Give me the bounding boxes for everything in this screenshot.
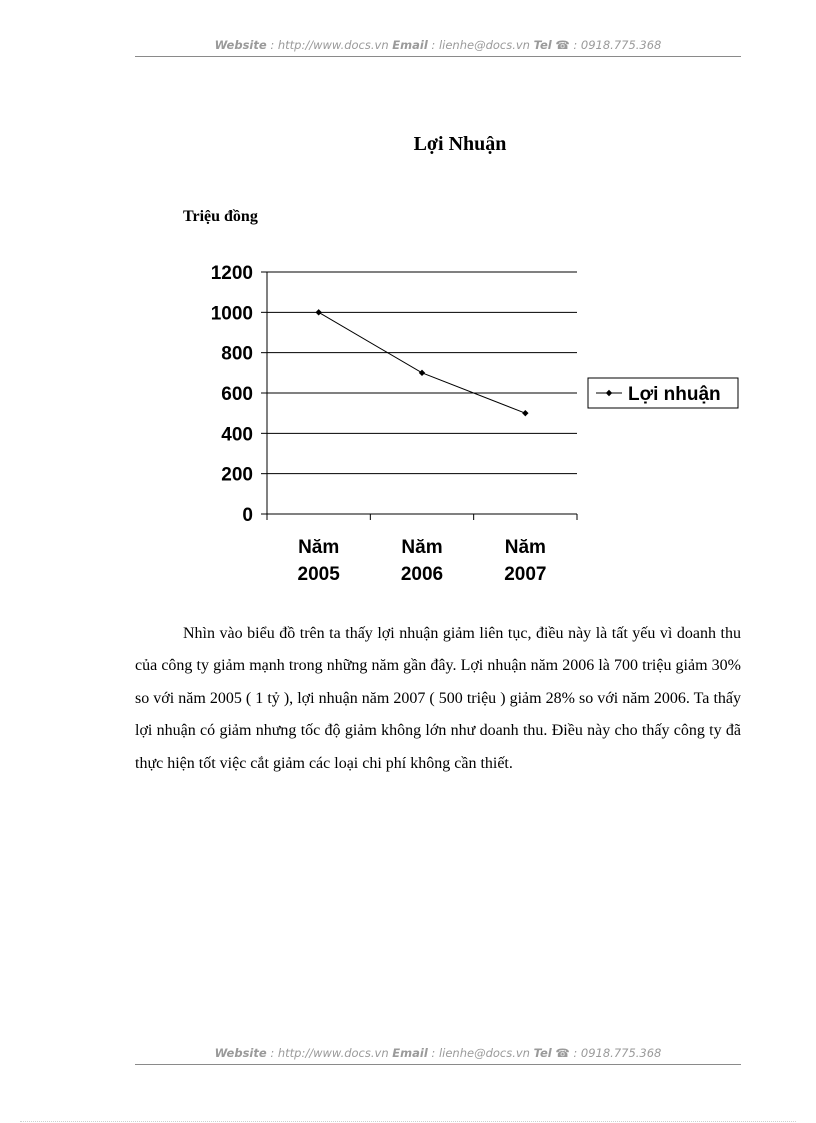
footer-tel-label: Tel [533,1046,552,1060]
page-footer [135,1046,741,1060]
header-website-label: Website [214,38,267,52]
x-tick-label: Năm [298,537,340,558]
x-tick-label: 2007 [504,564,547,585]
footer-website: : http://www.docs.vn [266,1046,393,1060]
page-edge-dots [20,1121,796,1122]
y-tick-label: 600 [221,384,253,405]
header-email-label: Email [392,38,428,52]
y-tick-label: 1200 [210,263,253,284]
chart-title: Lợi Nhuận [413,133,507,155]
x-tick-label: Năm [401,537,443,558]
y-tick-label: 800 [221,343,253,365]
header-tel: ☎ : 0918.775.368 [551,38,662,52]
header-tel-label: Tel [533,38,552,52]
x-tick-label: Năm [504,537,546,558]
footer-email: : lienhe@docs.vn [427,1046,534,1060]
header-website: : http://www.docs.vn [266,38,393,52]
series-line [319,312,526,413]
y-tick-label: 200 [221,464,253,486]
y-tick-label: 1000 [210,303,253,325]
footer-website-label: Website [214,1046,267,1060]
legend-label: Lợi nhuận [628,384,721,405]
data-point [522,410,528,416]
data-point [315,309,321,315]
body-paragraph: Nhìn vào biểu đồ trên ta thấy lợi nhuận giảm liên tục, điều này là tất yếu vì doanh thu của công ty giảm mạnh trong những năm gần đây. Lợi nhuận năm 2006 là 700 triệu giảm 30% so với năm 2005 ( 1 tỷ ), lợi nhuận năm 2007 ( 500 triệu ) giảm 28% so với năm 2006. Ta thấy lợi nhuận có giảm nhưng tốc độ giảm không lớn như doanh thu. Điều này cho thấy công ty đã thực hiện tốt việc cắt giảm các loại chi phí không cần thiết. [135,625,741,772]
y-axis-unit: Triệu đồng [183,208,258,225]
data-point [419,370,425,376]
footer-rule [135,1064,741,1065]
x-tick-label: 2005 [297,564,340,585]
footer-email-label: Email [392,1046,428,1060]
x-tick-label: 2006 [400,564,444,585]
y-tick-label: 400 [221,424,253,446]
y-tick-label: 0 [242,505,253,526]
footer-tel: ☎ : 0918.775.368 [551,1046,662,1060]
header-email: : lienhe@docs.vn [427,38,534,52]
